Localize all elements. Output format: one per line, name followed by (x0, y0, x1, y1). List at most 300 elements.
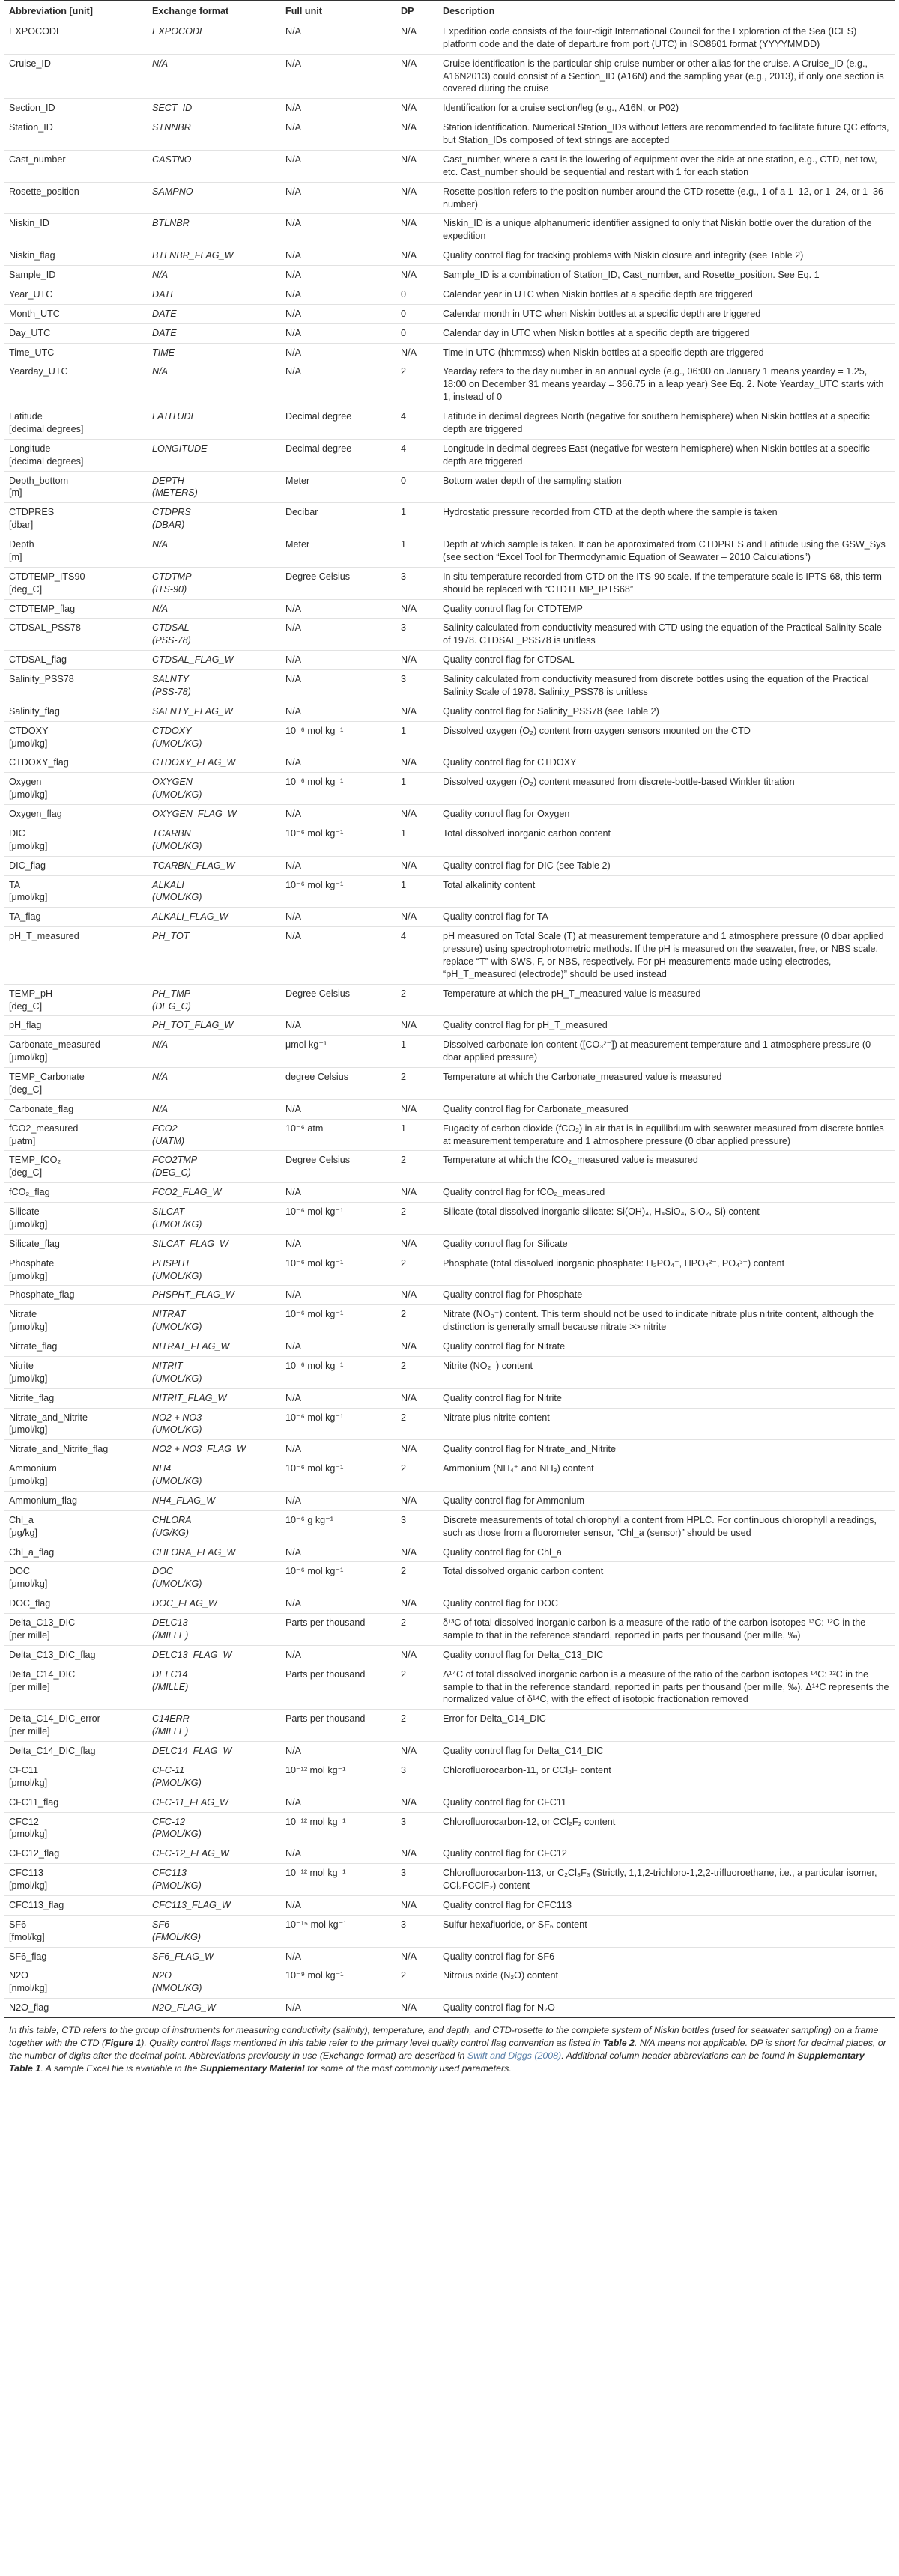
cell-exchange-format (148, 439, 281, 471)
cell-exchange-format-line: (PMOL/KG) (152, 1880, 202, 1891)
cell-exchange-format (148, 323, 281, 343)
cell-exchange-format-line: FCO2 (152, 1123, 178, 1134)
cell-exchange-format (148, 1915, 281, 1947)
cell-exchange-format (148, 1016, 281, 1036)
table-row (4, 1947, 895, 1966)
cell-exchange-format (148, 1510, 281, 1543)
cell-description: Chlorofluorocarbon-113, or C₂Cl₃F₃ (Strictly, 1,1,2-trichloro-1,2,2-trifluoroethane, i.e., a particular isomer, CCl₂FCClF₂) content (438, 1864, 895, 1896)
table-row (4, 1408, 895, 1440)
cell-abbreviation (4, 1761, 148, 1793)
cell-exchange-format-line: EXPOCODE (152, 25, 206, 37)
cell-dp: N/A (396, 1742, 438, 1761)
cell-full-unit: N/A (281, 1793, 396, 1812)
cell-exchange-format-line: (UMOL/KG) (152, 1322, 202, 1333)
cell-abbreviation-line: [deg_C] (9, 1000, 43, 1012)
cell-abbreviation-line: [μmol/kg] (9, 738, 48, 749)
cell-full-unit: N/A (281, 285, 396, 304)
cell-exchange-format-line: LONGITUDE (152, 443, 208, 454)
cell-abbreviation-line: DOC_flag (9, 1598, 51, 1609)
cell-abbreviation-line: [μmol/kg] (9, 1579, 48, 1590)
table-row (4, 182, 895, 214)
cell-abbreviation (4, 1510, 148, 1543)
cell-abbreviation (4, 54, 148, 99)
cell-description: Quality control flag for DOC (438, 1594, 895, 1614)
cell-exchange-format-line: DATE (152, 308, 177, 319)
cell-exchange-format-line: TCARBN (152, 827, 191, 839)
cell-exchange-format-line: DATE (152, 288, 177, 300)
table-row (4, 1183, 895, 1203)
cell-full-unit: Decimal degree (281, 407, 396, 440)
cell-abbreviation (4, 285, 148, 304)
cell-exchange-format (148, 1812, 281, 1844)
table-row (4, 670, 895, 702)
cell-abbreviation-line: TA (9, 879, 21, 890)
cell-exchange-format-line: NH4_FLAG_W (152, 1495, 215, 1506)
cell-abbreviation (4, 266, 148, 285)
cell-abbreviation-line: CFC12 (9, 1816, 39, 1827)
table-row (4, 150, 895, 182)
cell-full-unit: N/A (281, 118, 396, 151)
cell-abbreviation (4, 1286, 148, 1305)
cell-exchange-format-line: CTDOXY (152, 725, 192, 736)
cell-abbreviation-line: [deg_C] (9, 583, 43, 595)
cell-exchange-format (148, 1356, 281, 1388)
cell-description: Δ¹⁴C of total dissolved inorganic carbon is a measure of the ratio of the carbon isotopes ¹⁴C: ¹²C in the sample to that in the reference standard, reported in parts per thousand (per mille, ‰). Δ¹⁴C represents the normalized value of δ¹⁴C, with the effect of isotopic fractionation removed (438, 1665, 895, 1710)
cell-abbreviation (4, 824, 148, 856)
cell-abbreviation-line: TEMP_Carbonate (9, 1072, 85, 1082)
cell-abbreviation-line: Station_ID (9, 122, 53, 133)
cell-abbreviation (4, 1614, 148, 1646)
cell-exchange-format-line: (UMOL/KG) (152, 1476, 202, 1486)
cell-dp: 1 (396, 824, 438, 856)
footnote-table2-ref[interactable]: Table 2 (602, 2037, 635, 2048)
cell-exchange-format-line: (METERS) (152, 487, 198, 499)
cell-dp: N/A (396, 599, 438, 619)
cell-description: Quality control flag for CTDSAL (438, 651, 895, 670)
cell-dp: 2 (396, 1710, 438, 1742)
cell-full-unit: Decibar (281, 503, 396, 535)
cell-exchange-format (148, 1966, 281, 1999)
cell-full-unit: 10⁻⁶ mol kg⁻¹ (281, 773, 396, 805)
cell-dp: N/A (396, 702, 438, 721)
cell-exchange-format-line: OXYGEN_FLAG_W (152, 809, 237, 819)
cell-exchange-format (148, 1710, 281, 1742)
cell-full-unit: 10⁻⁶ mol kg⁻¹ (281, 721, 396, 753)
cell-full-unit: N/A (281, 651, 396, 670)
cell-exchange-format-line: (UMOL/KG) (152, 840, 202, 851)
cell-dp: 0 (396, 304, 438, 323)
cell-exchange-format (148, 1999, 281, 2018)
cell-description: Chlorofluorocarbon-12, or CCl₂F₂ content (438, 1812, 895, 1844)
cell-exchange-format (148, 1388, 281, 1408)
cell-exchange-format-line: N/A (152, 270, 168, 280)
cell-full-unit: 10⁻¹² mol kg⁻¹ (281, 1812, 396, 1844)
cell-abbreviation-line: [dbar] (9, 520, 34, 531)
cell-abbreviation-line: CTDSAL_PSS78 (9, 622, 81, 634)
cell-abbreviation (4, 651, 148, 670)
cell-exchange-format-line: (FMOL/KG) (152, 1931, 202, 1942)
cell-full-unit: N/A (281, 1844, 396, 1864)
cell-abbreviation-line: Nitrate_and_Nitrite_flag (9, 1444, 109, 1455)
cell-exchange-format (148, 266, 281, 285)
cell-dp: 0 (396, 323, 438, 343)
cell-exchange-format (148, 1305, 281, 1337)
cell-description: Quality control flag for SF6 (438, 1947, 895, 1966)
cell-abbreviation-line: [μmol/kg] (9, 1476, 48, 1486)
cell-exchange-format (148, 1203, 281, 1235)
cell-dp: 1 (396, 1036, 438, 1068)
cell-exchange-format-line: SALNTY_FLAG_W (152, 705, 233, 717)
abbreviation-table (4, 0, 895, 2018)
footnote-citation-link[interactable]: Swift and Diggs (2008) (467, 2050, 562, 2061)
cell-dp: N/A (396, 266, 438, 285)
cell-exchange-format (148, 599, 281, 619)
table-row (4, 1562, 895, 1594)
cell-full-unit: N/A (281, 1388, 396, 1408)
table-row (4, 1543, 895, 1562)
cell-exchange-format (148, 824, 281, 856)
cell-abbreviation (4, 1099, 148, 1119)
cell-abbreviation (4, 1119, 148, 1151)
cell-exchange-format (148, 984, 281, 1016)
cell-dp: 2 (396, 1665, 438, 1710)
cell-exchange-format-line: DELC14 (152, 1668, 188, 1680)
table-row (4, 214, 895, 246)
table-row (4, 1151, 895, 1183)
cell-abbreviation-line: N2O (9, 1970, 28, 1981)
cell-exchange-format-line: CTDOXY_FLAG_W (152, 757, 236, 768)
cell-full-unit: Parts per thousand (281, 1614, 396, 1646)
cell-dp: 2 (396, 1966, 438, 1999)
cell-description: Quality control flag for tracking problems with Niskin closure and integrity (see Table 2) (438, 246, 895, 266)
cell-exchange-format-line: (/MILLE) (152, 1681, 189, 1692)
cell-description: Time in UTC (hh:mm:ss) when Niskin bottles at a specific depth are triggered (438, 343, 895, 362)
cell-description: Quality control flag for CFC11 (438, 1793, 895, 1812)
cell-exchange-format (148, 54, 281, 99)
cell-description: Nitrite (NO₂⁻) content (438, 1356, 895, 1388)
cell-abbreviation-line: Phosphate (9, 1257, 55, 1269)
cell-abbreviation (4, 1203, 148, 1235)
cell-exchange-format (148, 503, 281, 535)
table-row (4, 1793, 895, 1812)
cell-description: Niskin_ID is a unique alphanumeric identifier assigned to only that Niskin bottle over the duration of the expedition (438, 214, 895, 246)
footnote-text-4: . Additional column header abbreviations can be found in (561, 2050, 798, 2061)
cell-abbreviation-line: fCO2_measured (9, 1123, 79, 1134)
table-row (4, 1016, 895, 1036)
cell-description: Calendar day in UTC when Niskin bottles at a specific depth are triggered (438, 323, 895, 343)
cell-abbreviation (4, 439, 148, 471)
cell-full-unit: N/A (281, 1999, 396, 2018)
cell-dp: N/A (396, 1793, 438, 1812)
cell-exchange-format (148, 1594, 281, 1614)
cell-exchange-format (148, 246, 281, 266)
cell-exchange-format (148, 407, 281, 440)
cell-full-unit: N/A (281, 599, 396, 619)
cell-exchange-format-line: PH_TOT (152, 931, 190, 942)
cell-abbreviation (4, 856, 148, 875)
cell-abbreviation-line: CTDTEMP_ITS90 (9, 571, 85, 582)
cell-abbreviation-line: Oxygen_flag (9, 809, 62, 819)
cell-exchange-format-line: SALNTY (152, 674, 189, 684)
cell-abbreviation-line: TA_flag (9, 911, 41, 923)
cell-exchange-format-line: N2O_FLAG_W (152, 2002, 216, 2014)
table-row (4, 1895, 895, 1915)
cell-full-unit: N/A (281, 304, 396, 323)
cell-full-unit: N/A (281, 1645, 396, 1665)
cell-dp: 2 (396, 1305, 438, 1337)
cell-exchange-format (148, 1562, 281, 1594)
cell-description: Error for Delta_C14_DIC (438, 1710, 895, 1742)
cell-abbreviation (4, 1356, 148, 1388)
table-row (4, 856, 895, 875)
table-row (4, 1119, 895, 1151)
cell-exchange-format (148, 1234, 281, 1254)
cell-description: Quality control flag for Delta_C14_DIC (438, 1742, 895, 1761)
footnote-supp-table-ref[interactable]: Supplementary Table 1 (9, 2050, 865, 2074)
cell-description: Temperature at which the Carbonate_measured value is measured (438, 1068, 895, 1100)
cell-full-unit: N/A (281, 323, 396, 343)
cell-exchange-format-line: (UMOL/KG) (152, 1270, 202, 1281)
cell-dp: 3 (396, 670, 438, 702)
cell-abbreviation (4, 1742, 148, 1761)
cell-abbreviation (4, 773, 148, 805)
cell-full-unit: 10⁻⁶ mol kg⁻¹ (281, 1459, 396, 1492)
table-row (4, 619, 895, 651)
table-row (4, 118, 895, 151)
cell-full-unit: N/A (281, 1491, 396, 1510)
cell-abbreviation (4, 1947, 148, 1966)
cell-exchange-format-line: DEPTH (152, 475, 184, 486)
cell-full-unit: N/A (281, 99, 396, 118)
cell-abbreviation-line: Delta_C14_DIC (9, 1668, 76, 1680)
footnote-text-1: In this table, CTD refers to the group of instruments for measuring conductivity (salinity), temperature, and depth, and CTD-rosette to the complete system of Niskin bottles (used for seawater sampling) on a frame together with the CTD ( (9, 2025, 879, 2048)
cell-exchange-format-line: (UMOL/KG) (152, 1218, 202, 1230)
cell-exchange-format (148, 1543, 281, 1562)
cell-abbreviation (4, 99, 148, 118)
table-row (4, 343, 895, 362)
cell-exchange-format (148, 1068, 281, 1100)
table-row (4, 1614, 895, 1646)
cell-abbreviation-line: [per mille] (9, 1681, 50, 1692)
cell-dp: 2 (396, 1254, 438, 1286)
cell-description: Nitrous oxide (N₂O) content (438, 1966, 895, 1999)
cell-exchange-format-line: (UMOL/KG) (152, 1579, 202, 1590)
cell-exchange-format-line: NH4 (152, 1463, 172, 1474)
cell-exchange-format (148, 1286, 281, 1305)
table-row (4, 1812, 895, 1844)
cell-full-unit: N/A (281, 1099, 396, 1119)
cell-exchange-format (148, 285, 281, 304)
cell-full-unit: Decimal degree (281, 439, 396, 471)
cell-exchange-format-line: (DBAR) (152, 520, 185, 531)
cell-abbreviation-line: [μmol/kg] (9, 1270, 48, 1281)
cell-abbreviation-line: Carbonate_measured (9, 1039, 100, 1051)
cell-description: Quality control flag for Phosphate (438, 1286, 895, 1305)
table-row (4, 1645, 895, 1665)
cell-exchange-format-line: CTDPRS (152, 507, 191, 518)
cell-full-unit: N/A (281, 908, 396, 927)
cell-dp: 1 (396, 875, 438, 908)
cell-abbreviation-line: CFC113_flag (9, 1899, 64, 1910)
cell-full-unit: N/A (281, 343, 396, 362)
column-header-dp: DP (396, 1, 438, 22)
cell-exchange-format-line: NO2 + NO3 (152, 1412, 202, 1423)
cell-abbreviation (4, 1594, 148, 1614)
table-row (4, 1286, 895, 1305)
table-row (4, 1710, 895, 1742)
cell-abbreviation (4, 1016, 148, 1036)
cell-description: δ¹³C of total dissolved inorganic carbon is a measure of the ratio of the carbon isotopes ¹³C: ¹²C in the sample to that in the reference standard, reported in parts per thousand (per mille, ‰) (438, 1614, 895, 1646)
cell-abbreviation (4, 1183, 148, 1203)
cell-dp: N/A (396, 1895, 438, 1915)
cell-full-unit: N/A (281, 150, 396, 182)
cell-full-unit: Degree Celsius (281, 567, 396, 599)
cell-description: Yearday refers to the day number in an annual cycle (e.g., 06:00 on January 1 means yearday = 1.25, 18:00 on December 31 means yearday = 366.75 in a leap year) See Eq. 2. Note Yearday_UTC starts with 1, instead of 0 (438, 362, 895, 407)
cell-dp: 1 (396, 1119, 438, 1151)
table-row (4, 1864, 895, 1896)
cell-dp: N/A (396, 1016, 438, 1036)
cell-dp: N/A (396, 1440, 438, 1459)
cell-description: Quality control flag for DIC (see Table 2) (438, 856, 895, 875)
cell-abbreviation (4, 1068, 148, 1100)
cell-exchange-format-line: (UG/KG) (152, 1527, 189, 1538)
cell-exchange-format-line: (PMOL/KG) (152, 1777, 202, 1788)
cell-exchange-format (148, 535, 281, 568)
cell-description: Latitude in decimal degrees North (negative for southern hemisphere) when Niskin bottles at a specific depth are triggered (438, 407, 895, 440)
cell-exchange-format-line: CFC-11_FLAG_W (152, 1796, 228, 1808)
table-row (4, 1305, 895, 1337)
cell-full-unit: Meter (281, 535, 396, 568)
cell-exchange-format-line: SILCAT_FLAG_W (152, 1238, 228, 1249)
cell-abbreviation-line: Carbonate_flag (9, 1103, 74, 1114)
cell-full-unit: 10⁻¹⁵ mol kg⁻¹ (281, 1915, 396, 1947)
cell-exchange-format-line: NITRIT_FLAG_W (152, 1392, 227, 1403)
cell-abbreviation-line: CFC113 (9, 1868, 43, 1879)
cell-exchange-format (148, 1793, 281, 1812)
cell-full-unit: N/A (281, 1594, 396, 1614)
cell-exchange-format-line: CFC-12_FLAG_W (152, 1848, 229, 1859)
cell-abbreviation-line: [μatm] (9, 1135, 36, 1146)
cell-exchange-format-line: (UMOL/KG) (152, 1373, 202, 1384)
cell-abbreviation-line: Year_UTC (9, 288, 53, 300)
cell-description: Quality control flag for Nitrate_and_Nitrite (438, 1440, 895, 1459)
cell-abbreviation-line: [μmol/kg] (9, 789, 48, 801)
cell-dp: N/A (396, 343, 438, 362)
cell-abbreviation-line: Phosphate_flag (9, 1289, 75, 1301)
cell-description: Hydrostatic pressure recorded from CTD at the depth where the sample is taken (438, 503, 895, 535)
cell-exchange-format-line: SAMPNO (152, 186, 193, 197)
table-row (4, 1440, 895, 1459)
cell-exchange-format-line: ALKALI_FLAG_W (152, 911, 228, 923)
cell-abbreviation-line: [decimal degrees] (9, 455, 84, 467)
table-row (4, 266, 895, 285)
cell-abbreviation-line: Depth (9, 539, 34, 550)
cell-description: Dissolved carbonate ion content ([CO₃²⁻]) at measurement temperature and 1 atmosphere pressure (0 dbar applied pressure) (438, 1036, 895, 1068)
table-header-row (4, 1, 895, 22)
cell-exchange-format-line: NITRAT_FLAG_W (152, 1341, 230, 1352)
cell-full-unit: N/A (281, 1895, 396, 1915)
table-row (4, 1099, 895, 1119)
cell-dp: N/A (396, 214, 438, 246)
table-row (4, 1594, 895, 1614)
cell-exchange-format-line: BTLNBR (152, 218, 190, 229)
cell-exchange-format-line: CASTNO (152, 154, 192, 165)
table-row (4, 471, 895, 503)
table-row (4, 753, 895, 773)
table-row (4, 805, 895, 824)
cell-description: Total alkalinity content (438, 875, 895, 908)
cell-abbreviation (4, 1645, 148, 1665)
cell-full-unit: N/A (281, 1947, 396, 1966)
cell-description: Identification for a cruise section/leg (e.g., A16N, or P02) (438, 99, 895, 118)
footnote-text-6: for some of the most commonly used parameters. (304, 2062, 512, 2074)
cell-dp: N/A (396, 805, 438, 824)
cell-exchange-format-line: (DEG_C) (152, 1000, 191, 1012)
cell-abbreviation-line: Chl_a_flag (9, 1546, 55, 1558)
cell-exchange-format-line: DELC13 (152, 1617, 188, 1628)
cell-dp: N/A (396, 856, 438, 875)
cell-description: Fugacity of carbon dioxide (fCO₂) in air that is in equilibrium with seawater measured from discrete bottles at measurement temperature and 1 atmosphere pressure (0 dbar applied pressure) (438, 1119, 895, 1151)
cell-description: Cruise identification is the particular ship cruise number or other alias for the cruise. A Cruise_ID (e.g., A16N2013) could consist of a Section_ID (A16N) and the sampling year (e.g., 2013), if only one section is covered during the cruise (438, 54, 895, 99)
cell-exchange-format-line: CHLORA (152, 1514, 192, 1525)
cell-description: Quality control flag for Carbonate_measured (438, 1099, 895, 1119)
cell-full-unit: Degree Celsius (281, 984, 396, 1016)
column-header-exchange-format: Exchange format (148, 1, 281, 22)
cell-description: Temperature at which the pH_T_measured value is measured (438, 984, 895, 1016)
cell-description: Quality control flag for Ammonium (438, 1491, 895, 1510)
cell-dp: 2 (396, 1203, 438, 1235)
cell-abbreviation-line: pH_flag (9, 1020, 42, 1031)
cell-full-unit: Meter (281, 471, 396, 503)
table-row (4, 1915, 895, 1947)
cell-dp: N/A (396, 1645, 438, 1665)
cell-exchange-format-line: N/A (152, 1039, 168, 1051)
cell-exchange-format (148, 805, 281, 824)
cell-full-unit: N/A (281, 182, 396, 214)
cell-description: Nitrate plus nitrite content (438, 1408, 895, 1440)
footnote-supp-material-ref[interactable]: Supplementary Material (199, 2062, 305, 2074)
cell-description: Expedition code consists of the four-digit International Council for the Exploration of the Sea (ICES) platform code and the date of departure from port (UTC) in ISO8601 format (YYYYMMDD) (438, 22, 895, 54)
column-header-description: Description (438, 1, 895, 22)
cell-dp: 2 (396, 1562, 438, 1594)
table-row (4, 721, 895, 753)
cell-abbreviation (4, 908, 148, 927)
table-row (4, 1203, 895, 1235)
table-row (4, 1665, 895, 1710)
cell-exchange-format-line: NITRIT (152, 1360, 183, 1371)
cell-full-unit: N/A (281, 214, 396, 246)
cell-description: Quality control flag for TA (438, 908, 895, 927)
table-row (4, 702, 895, 721)
cell-description: Chlorofluorocarbon-11, or CCl₃F content (438, 1761, 895, 1793)
table-row (4, 99, 895, 118)
cell-exchange-format-line: (UMOL/KG) (152, 1424, 202, 1436)
cell-full-unit: N/A (281, 670, 396, 702)
cell-exchange-format (148, 927, 281, 985)
cell-exchange-format-line: OXYGEN (152, 777, 193, 788)
cell-abbreviation-line: [μg/kg] (9, 1527, 38, 1538)
footnote-text-2: ). Quality control flags mentioned in this table refer to the primary level quality control flag convention as listed in (141, 2037, 603, 2048)
cell-dp: N/A (396, 908, 438, 927)
cell-dp: N/A (396, 182, 438, 214)
cell-dp: N/A (396, 150, 438, 182)
cell-full-unit: N/A (281, 54, 396, 99)
footnote-figure-ref[interactable]: Figure 1 (105, 2037, 142, 2048)
cell-exchange-format-line: (PSS-78) (152, 635, 191, 646)
cell-description: Silicate (total dissolved inorganic silicate: Si(OH)₄, H₄SiO₄, SiO₂, Si) content (438, 1203, 895, 1235)
cell-exchange-format-line: FCO2TMP (152, 1155, 198, 1166)
cell-abbreviation (4, 118, 148, 151)
